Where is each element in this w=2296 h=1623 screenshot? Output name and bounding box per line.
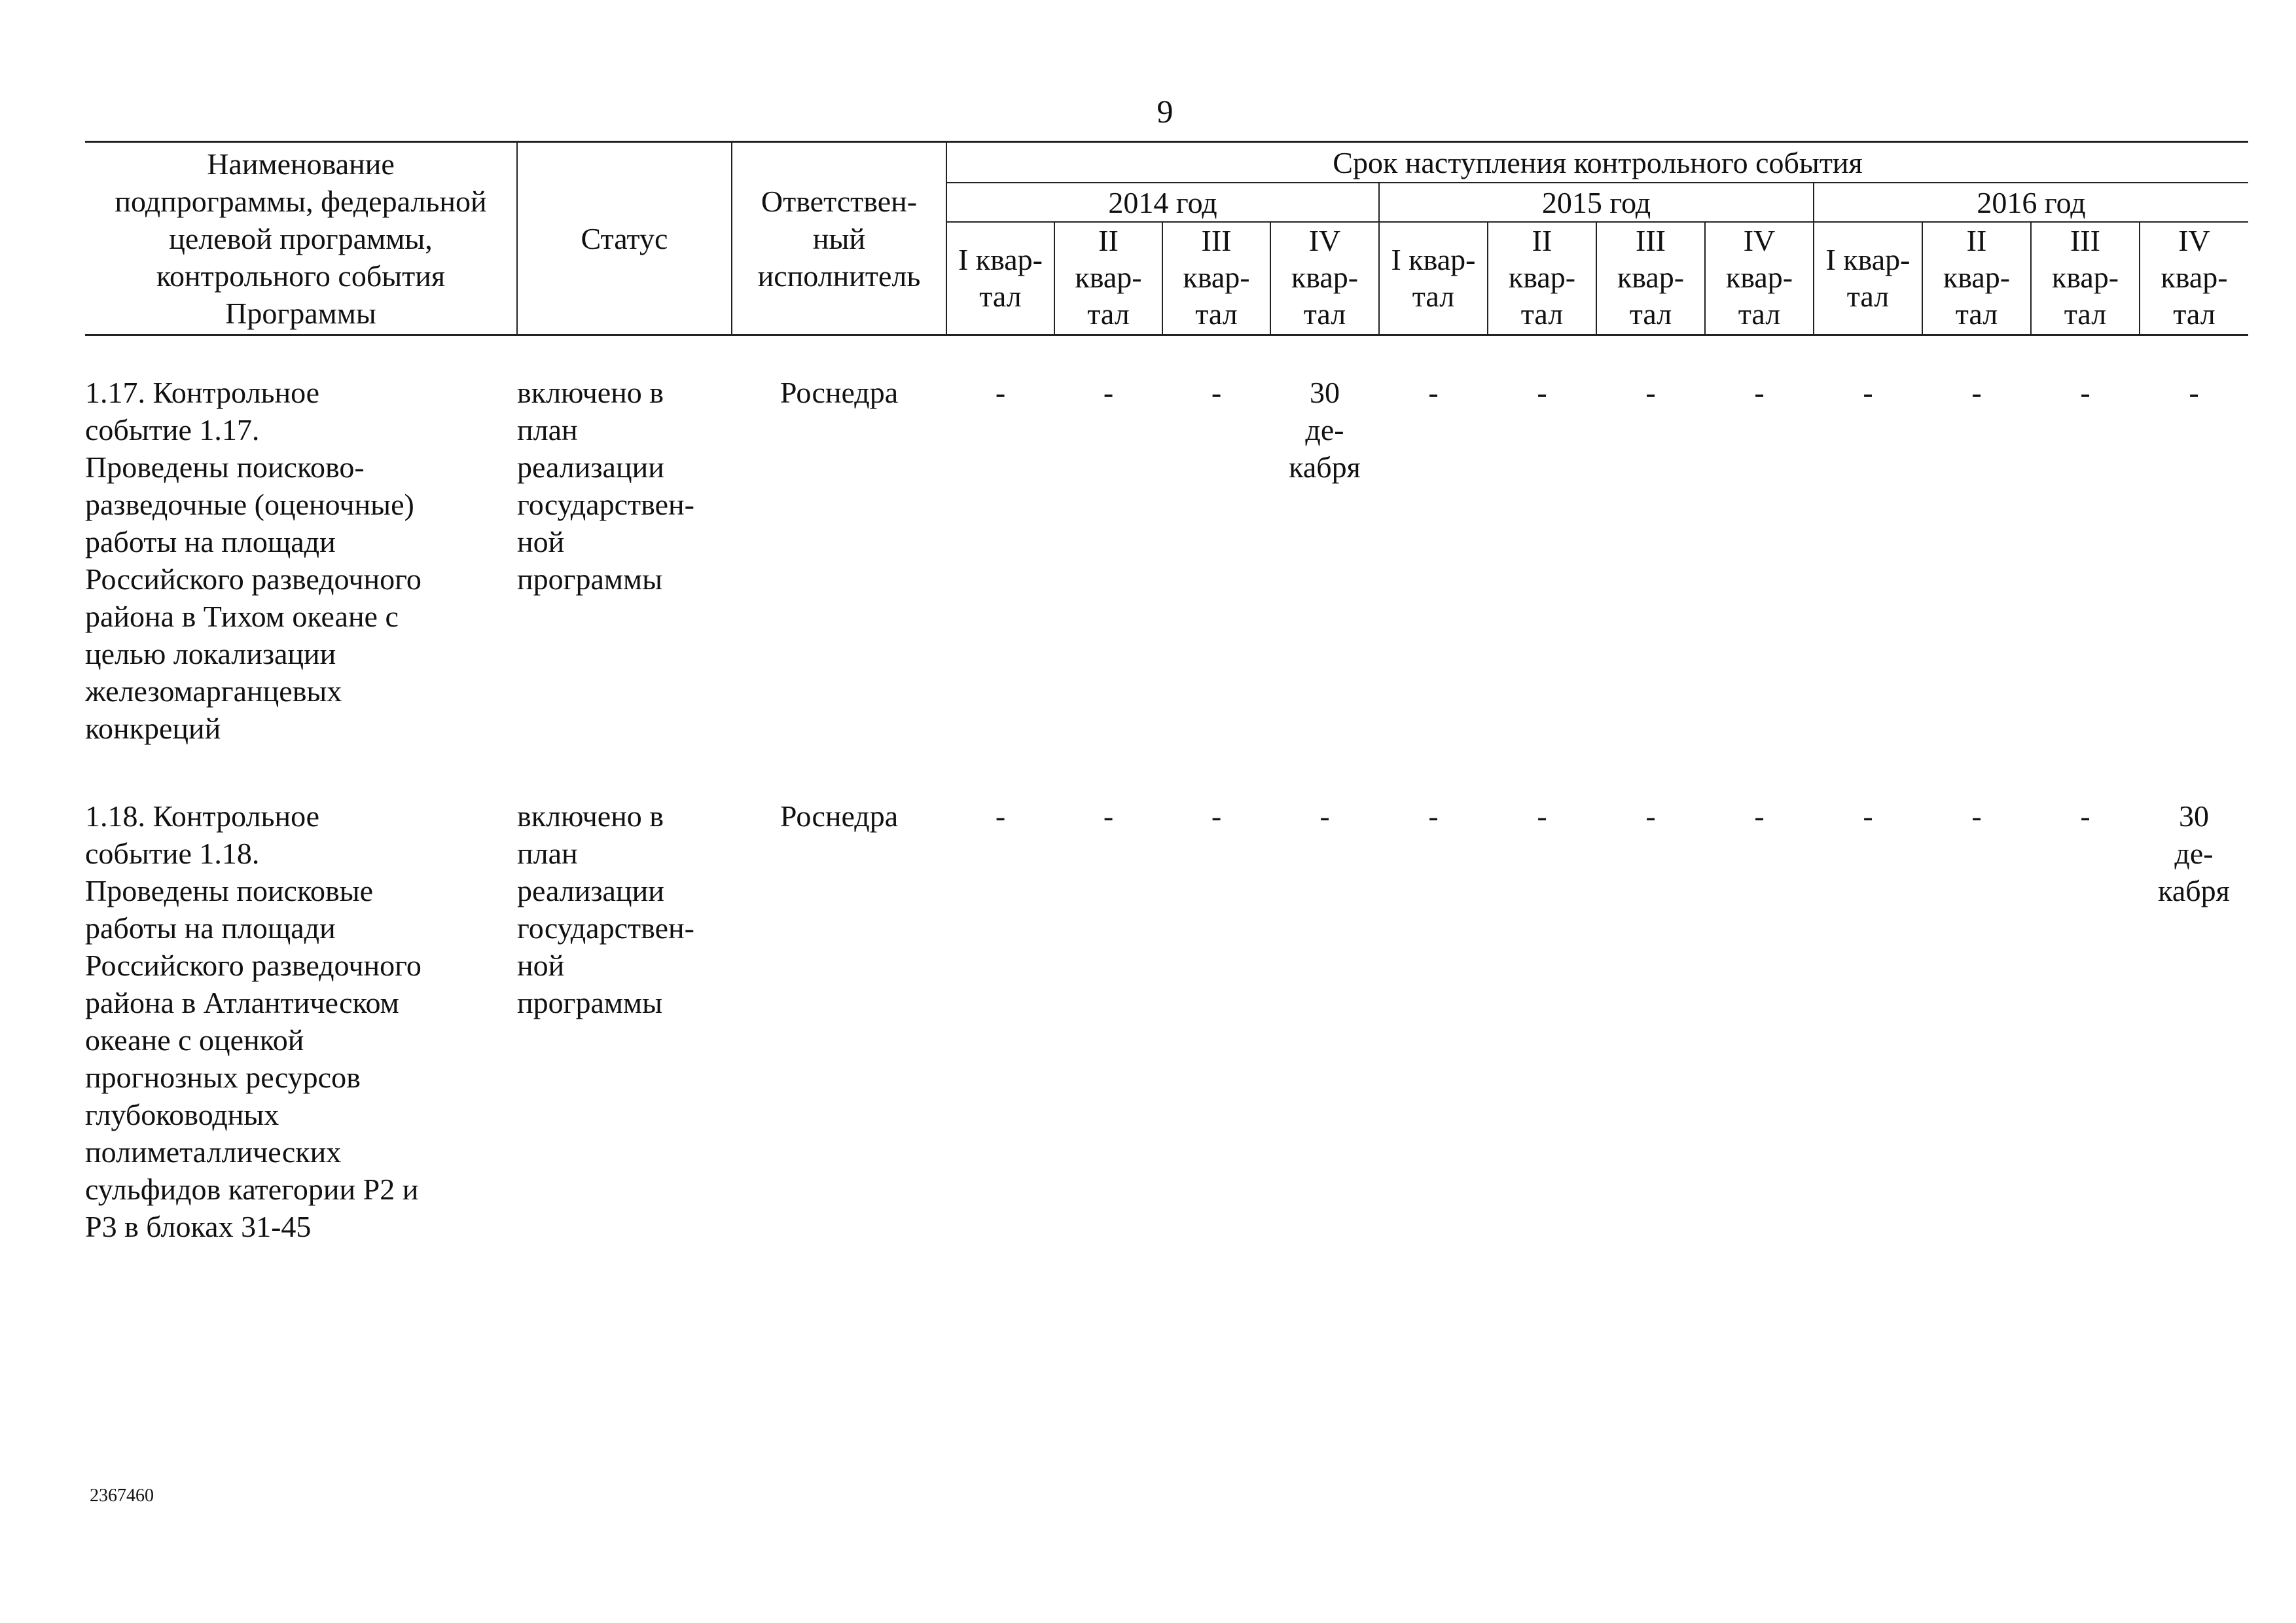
- header-quarter-line: тал: [979, 280, 1022, 313]
- deadline-line: -: [1428, 799, 1439, 833]
- header-quarter: [1705, 222, 1814, 335]
- event-name-line: разведочные (оценочные): [85, 488, 414, 521]
- deadline-line: -: [1754, 799, 1765, 833]
- event-name-line: Проведены поисковые: [85, 874, 374, 907]
- deadline-line: -: [1319, 799, 1330, 833]
- header-quarter-line: IV: [1743, 224, 1776, 257]
- header-quarter-line: III: [1636, 224, 1666, 257]
- header-quarter-line: IV: [2178, 224, 2210, 257]
- header-executor-line: исполнитель: [757, 259, 921, 293]
- deadline-line: -: [1971, 799, 1982, 833]
- status-line: ной: [517, 949, 565, 982]
- deadline-line: -: [1754, 376, 1765, 409]
- quarter-deadline-cell: [1596, 797, 1705, 1245]
- table-body: [85, 335, 2248, 1246]
- deadline-line: -: [1211, 376, 1222, 409]
- header-executor-column: [732, 142, 946, 335]
- event-name-line: работы на площади: [85, 525, 336, 558]
- header-quarter-line: квар-: [2161, 261, 2228, 294]
- status-line: государствен-: [517, 911, 694, 945]
- header-quarter-line: I квар-: [1825, 243, 1910, 276]
- header-name-line: контрольного события: [156, 259, 446, 293]
- status-line: государствен-: [517, 488, 694, 521]
- header-quarter-line: III: [2070, 224, 2100, 257]
- event-name-line: Р3 в блоках 31-45: [85, 1210, 312, 1243]
- header-quarter-line: квар-: [1183, 261, 1250, 294]
- quarter-deadline-cell: [1162, 797, 1270, 1245]
- header-quarter-line: тал: [1087, 297, 1130, 331]
- event-name-line: океане с оценкой: [85, 1023, 304, 1057]
- deadline-line: -: [995, 376, 1006, 409]
- document-code: 2367460: [90, 1486, 154, 1506]
- header-executor-line: Ответствен-: [761, 184, 918, 218]
- header-quarter-line: тал: [1955, 297, 1998, 331]
- quarter-deadline-cell: [1705, 374, 1814, 747]
- status-line: программы: [517, 986, 663, 1019]
- quarter-deadline-cell: [1379, 797, 1488, 1245]
- deadline-line: де-: [2174, 837, 2214, 870]
- deadline-line: -: [1537, 376, 1547, 409]
- quarter-deadline-cell: [1922, 797, 2031, 1245]
- deadline-line: -: [1863, 799, 1873, 833]
- executor-cell: Роснедра: [780, 376, 899, 409]
- deadline-line: -: [1645, 376, 1656, 409]
- quarter-deadline-cell: [1488, 374, 1596, 747]
- quarter-deadline-cell: [1705, 797, 1814, 1245]
- header-name-line: Программы: [225, 296, 376, 330]
- header-quarter-line: тал: [1520, 297, 1564, 331]
- deadline-line: де-: [1305, 413, 1344, 447]
- quarter-deadline-cell: [1270, 797, 1379, 1245]
- event-name-line: 1.18. Контрольное: [85, 799, 320, 833]
- deadline-line: -: [2189, 376, 2199, 409]
- quarter-deadline-cell: [1488, 797, 1596, 1245]
- status-line: включено в: [517, 376, 664, 409]
- header-quarter-line: квар-: [1617, 261, 1685, 294]
- event-name-line: полиметаллических: [85, 1135, 342, 1169]
- quarter-deadline-cell: [1814, 797, 1922, 1245]
- deadline-line: кабря: [2158, 874, 2230, 907]
- header-quarter-line: тал: [1195, 297, 1238, 331]
- status-line: ной: [517, 525, 565, 558]
- event-name-cell: [85, 374, 517, 747]
- deadline-line: -: [1645, 799, 1656, 833]
- quarter-deadline-cell: [2140, 374, 2248, 747]
- quarter-deadline-cell: [1054, 374, 1162, 747]
- event-name-line: целью локализации: [85, 637, 336, 670]
- header-quarter-line: тал: [2173, 297, 2215, 331]
- quarter-deadline-cell: [946, 797, 1054, 1245]
- deadline-line: -: [1428, 376, 1439, 409]
- header-name-column: [85, 142, 517, 335]
- header-quarter: [2140, 222, 2248, 335]
- header-quarter-line: квар-: [1291, 261, 1359, 294]
- deadline-line: -: [995, 799, 1006, 833]
- header-quarter: [1596, 222, 1705, 335]
- header-quarter: [1488, 222, 1596, 335]
- header-quarter: [1814, 222, 1922, 335]
- header-name-line: целевой программы,: [169, 221, 433, 255]
- header-quarter: [1922, 222, 2031, 335]
- status-line: реализации: [517, 450, 664, 484]
- status-line: план: [517, 413, 578, 447]
- header-quarter-line: квар-: [1508, 261, 1576, 294]
- event-name-line: Проведены поисково-: [85, 450, 365, 484]
- header-quarter-line: I квар-: [1391, 243, 1476, 276]
- header-year: 2015 год: [1379, 183, 1814, 222]
- header-name-line: подпрограммы, федеральной: [115, 184, 487, 218]
- page-number: 9: [1157, 93, 1174, 130]
- header-quarter-line: тал: [1738, 297, 1781, 331]
- status-cell: [517, 797, 732, 1245]
- deadline-line: 30: [1310, 376, 1340, 409]
- header-quarter-line: I квар-: [958, 243, 1043, 276]
- deadline-line: 30: [2179, 799, 2209, 833]
- status-line: включено в: [517, 799, 664, 833]
- table-row: [85, 374, 2248, 747]
- quarter-deadline-cell: [2031, 374, 2140, 747]
- header-year: 2014 год: [946, 183, 1379, 222]
- header-status-column: Статус: [517, 142, 732, 335]
- event-name-line: Российского разведочного: [85, 562, 422, 596]
- deadline-line: -: [1971, 376, 1982, 409]
- quarter-deadline-cell: [1814, 374, 1922, 747]
- header-quarter-line: II: [1966, 224, 1987, 257]
- event-name-line: работы на площади: [85, 911, 336, 945]
- header-quarter: [1379, 222, 1488, 335]
- quarter-deadline-cell: [1596, 374, 1705, 747]
- status-line: программы: [517, 562, 663, 596]
- deadline-line: -: [1537, 799, 1547, 833]
- event-name-line: Российского разведочного: [85, 949, 422, 982]
- event-name-line: района в Атлантическом: [85, 986, 399, 1019]
- header-quarter: [1162, 222, 1270, 335]
- event-name-line: конкреций: [85, 712, 221, 745]
- header-quarter-line: квар-: [1725, 261, 1793, 294]
- quarter-deadline-cell: [1054, 797, 1162, 1245]
- deadline-line: -: [1211, 799, 1222, 833]
- quarter-deadline-cell: [946, 374, 1054, 747]
- header-quarter-line: тал: [1629, 297, 1672, 331]
- deadline-line: кабря: [1289, 450, 1361, 484]
- table-header: [85, 142, 2248, 335]
- header-quarter-line: квар-: [2051, 261, 2119, 294]
- event-name-line: событие 1.17.: [85, 413, 260, 447]
- header-quarter: [1054, 222, 1162, 335]
- quarter-deadline-cell: [1379, 374, 1488, 747]
- header-quarter-line: тал: [1303, 297, 1346, 331]
- header-quarter: [946, 222, 1054, 335]
- header-quarter-line: II: [1532, 224, 1552, 257]
- control-events-table: [85, 141, 2248, 1245]
- event-name-line: района в Тихом океане с: [85, 600, 399, 633]
- event-name-line: 1.17. Контрольное: [85, 376, 320, 409]
- executor-cell: Роснедра: [780, 799, 899, 833]
- deadline-line: -: [1103, 799, 1114, 833]
- event-name-line: событие 1.18.: [85, 837, 260, 870]
- event-name-cell: [85, 797, 517, 1245]
- header-executor-line: ный: [812, 221, 866, 255]
- deadline-line: -: [2080, 376, 2090, 409]
- header-quarter: [2031, 222, 2140, 335]
- header-quarter-line: IV: [1308, 224, 1341, 257]
- quarter-deadline-cell: [1270, 374, 1379, 747]
- header-quarter: [1270, 222, 1379, 335]
- header-quarter-line: тал: [1846, 280, 1890, 313]
- deadline-line: -: [1103, 376, 1114, 409]
- quarter-deadline-cell: [2031, 797, 2140, 1245]
- header-year: 2016 год: [1814, 183, 2248, 222]
- event-name-line: глубоководных: [85, 1098, 279, 1131]
- status-line: реализации: [517, 874, 664, 907]
- deadline-line: -: [1863, 376, 1873, 409]
- status-cell: [517, 374, 732, 747]
- header-quarter-line: тал: [2064, 297, 2107, 331]
- status-line: план: [517, 837, 578, 870]
- header-quarter-line: тал: [1412, 280, 1455, 313]
- event-name-line: сульфидов категории Р2 и: [85, 1173, 419, 1206]
- deadline-line: -: [2080, 799, 2090, 833]
- quarter-deadline-cell: [1922, 374, 2031, 747]
- header-quarter-line: III: [1201, 224, 1232, 257]
- quarter-deadline-cell: [1162, 374, 1270, 747]
- event-name-line: прогнозных ресурсов: [85, 1061, 361, 1094]
- header-quarter-line: квар-: [1943, 261, 2011, 294]
- header-name-line: Наименование: [207, 147, 395, 181]
- table-row: [85, 797, 2248, 1245]
- header-quarter-line: квар-: [1075, 261, 1142, 294]
- event-name-line: железомарганцевых: [85, 674, 342, 708]
- quarter-deadline-cell: [2140, 797, 2248, 1245]
- header-quarter-line: II: [1098, 224, 1119, 257]
- header-deadline-column: Срок наступления контрольного события: [946, 142, 2248, 183]
